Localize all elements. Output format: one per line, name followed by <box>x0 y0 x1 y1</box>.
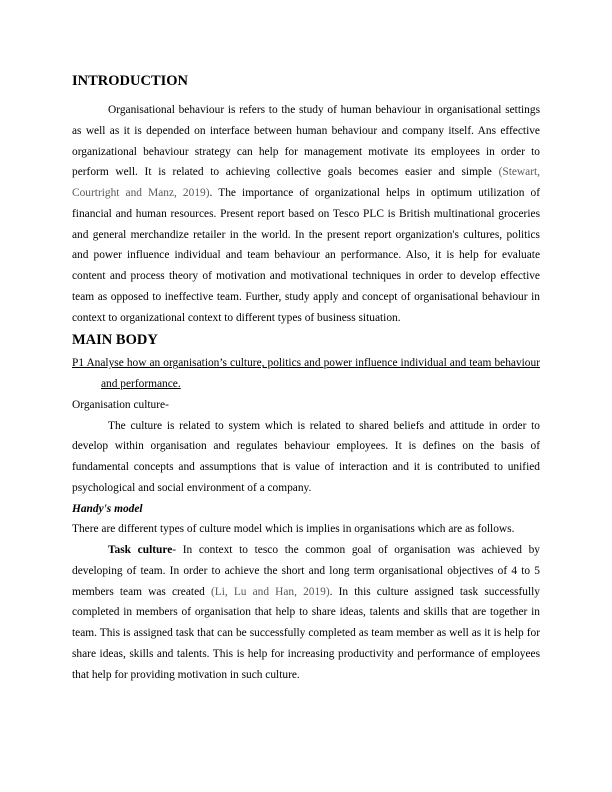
task-text-part-1: - In context to tesco the common goal of organisation was achieved by developing of team. In order to achieve the short and long term organisational objectives of 4 to 5 members team was created <box>72 544 540 598</box>
organisation-culture-label: Organisation culture- <box>72 398 169 411</box>
handys-model-intro: There are different types of culture model which is implies in organisations which are as follows. <box>72 523 515 536</box>
introduction-paragraph <box>72 100 540 328</box>
task-citation: (Li, Lu and Han, 2019) <box>210 585 330 598</box>
handys-model-heading: Handy's model <box>72 502 143 515</box>
task-culture-paragraph <box>72 540 540 685</box>
p1-task-title: P1 Analyse how an organisation’s culture, politics and power influence individual and team behaviour and performance. <box>72 357 540 390</box>
task-culture-label: Task culture <box>108 544 173 556</box>
intro-text-part-2: . The importance of organizational helps in optimum utilization of financial and human resources. Present report based on Tesco PLC is British multinational groceries and general merchandize retailer in the world. In the present report organization's cultures, politics and power influence individual and team behaviour an performance. Also, it is help for evaluate content and process theory of motivation and motivational techniques in order to develop effective team as opposed to ineffective team. Further, study apply and concept of organisational behaviour in context to organizational context to different types of business situation. <box>72 187 540 324</box>
task-text-part-2: . In this culture assigned task successfully completed in members of organisation that help to share ideas, talents and skills that are together in team. This is assigned task that can be successfully completed as team member as well as it is help for share ideas, skills and talents. This is help for increasing productivity and performance of employees that help for providing motivation in such culture. <box>72 585 540 681</box>
intro-text-part-1: Organisational behaviour is refers to the study of human behaviour in organisational settings as well as it is depended on interface between human behaviour and company itself. Ans effective organizational behaviour strategy can help for management motivate its employees in order to perform well. It is related to achieving collective goals becomes easier and simple <box>72 104 540 179</box>
organisation-culture-paragraph: The culture is related to system which is related to shared beliefs and attitude in order to develop within organisation and regulates behaviour employees. It is defines on the basis of fundamental concepts and assumptions that is value of interaction and it is contributed to unified psychological and social environment of a company. <box>72 419 540 494</box>
introduction-heading: INTRODUCTION <box>72 73 189 89</box>
main-body-heading: MAIN BODY <box>72 332 158 349</box>
intro-citation: (Stewart, Courtright and Manz, 2019) <box>72 166 540 199</box>
document-page <box>72 72 540 685</box>
